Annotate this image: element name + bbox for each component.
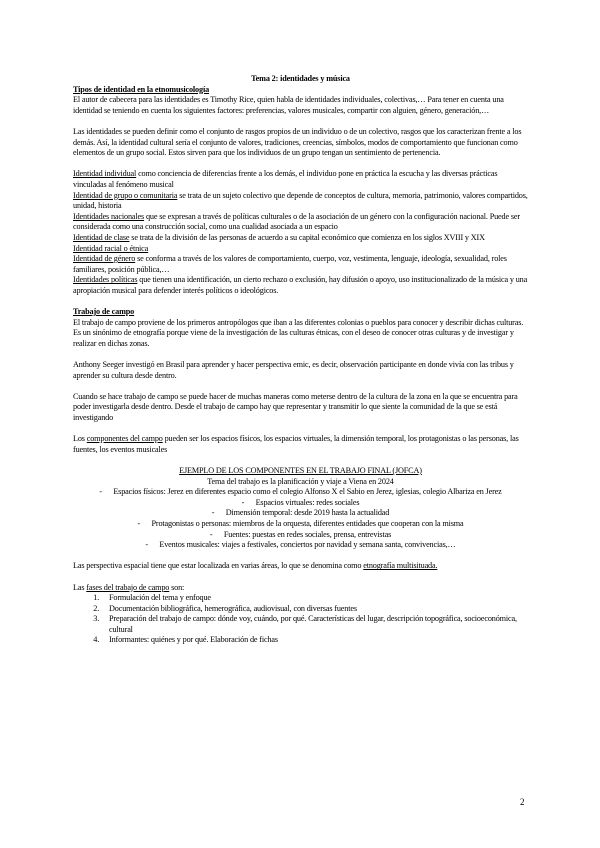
example-item: - Eventos musicales: viajes a festivales, conciertos por navidad y semana santa, convivencias,… <box>145 540 456 550</box>
example-subtitle: Tema del trabajo es la planificación y viaje a Viena en 2024 <box>207 476 394 486</box>
paragraph-field-components: Los componentes del campo pueden ser los espacios físicos, los espacios virtuales, la dimensión temporal, los protagonistas o las personas, las fuentes, los eventos musicales <box>73 434 519 454</box>
identity-type-individual: Identidad individual como conciencia de diferencias frente a los demás, el individuo pone en práctica la escucha y las diversas prácticas vinculadas al fenómeno musical <box>73 169 498 189</box>
section-heading-fieldwork: Trabajo de campo <box>73 307 135 317</box>
paragraph-fieldwork-method: Cuando se hace trabajo de campo se puede hacer de muchas maneras como meterse dentro de la cultura de la zona en la que se encuentra para poder investigarla desde dentro. Desde el trabajo de campo hay que representar y transmitir lo que siente la comunidad de la que se está investigando <box>73 391 518 422</box>
identity-type-class: Identidad de clase se trata de la división de las personas de acuerdo a su capital económico que comienza en los siglos XVIII y XIX <box>73 232 485 242</box>
phase-item: 3. Preparación del trabajo de campo: dónde voy, cuándo, por qué. Características del lugar, descripción topográfica, socioeconómica, cultural <box>101 614 528 635</box>
paragraph-spatial-perspective: Las perspectiva espacial tiene que estar localizada en varias áreas, lo que se denomina como etnografía multisituada. <box>73 561 438 571</box>
example-item: - Protagonistas o personas: miembros de la orquesta, diferentes entidades que cooperan con la misma <box>137 518 464 528</box>
phase-item: 1. Formulación del tema y enfoque <box>101 593 528 604</box>
example-item: - Espacios físicos: Jerez en diferentes espacio como el colegio Alfonso X el Sabio en Jerez, iglesias, colegio Albariza en Jerez <box>99 487 502 497</box>
identity-type-racial: Identidad racial o étnica <box>73 243 149 253</box>
identity-type-national: Identidades nacionales que se expresan a través de políticas culturales o de la asociación de un género con la configuración nacional. Puede ser considerada como una construcción social, como una cualidad asociada a un espacio <box>73 211 520 232</box>
document-page <box>73 74 528 646</box>
phase-item: 2. Documentación bibliográfica, hemerográfica, audiovisual, con diversas fuentes <box>101 604 528 615</box>
paragraph-fieldwork-phases: Las fases del trabajo de campo son: <box>73 582 185 592</box>
document-title: Tema 2: identidades y música <box>251 74 350 83</box>
example-title: EJEMPLO DE LOS COMPONENTES EN EL TRABAJO FINAL (JOFCA) <box>179 465 422 475</box>
phases-list <box>73 593 528 646</box>
paragraph-identity-definition: Las identidades se pueden definir como el conjunto de rasgos propios de un individuo o de un colectivo, rasgos que los caracterizan frente a los demás. Así, la identidad cultural sería el conjunto de valores, tradiciones, creencias, símbolos, modos de comportamiento que funcionan como elementos de un grupo social. Estos sirven para que los individuos de un grupo tengan un sentimiento de pertenencia. <box>73 126 522 158</box>
identity-type-political: Identidades políticas que tienen una identificación, un cierto rechazo o exclusión, hay difusión o apoyo, uso institucionalizado de la música y una apropiación musical para defender interés políticos o ideológicos. <box>73 275 528 295</box>
example-item: - Espacios virtuales: redes sociales <box>241 497 360 507</box>
example-item: - Dimensión temporal: desde 2019 hasta la actualidad <box>211 508 390 518</box>
section-heading-identity-types: Tipos de identidad en la etnomusicología <box>73 84 210 94</box>
paragraph-fieldwork-origin: El trabajo de campo proviene de los primeros antropólogos que iban a las diferentes colonias o pueblos para conocer y describir dichas culturas. Es un sinónimo de etnografía porque viene de la investigación de las culturas étnicas, con el deseo de conocer otras culturas y de investigar y realizar en dichas zonas. <box>73 317 524 348</box>
paragraph-rice: El autor de cabecera para las identidades es Timothy Rice, quien habla de identidades individuales, colectivas,… Para tener en cuenta una identidad se teniendo en cuenta los siguientes factores: preferencias, valores musicales, compartir con alguien, género, generación,… <box>73 95 504 115</box>
phase-item: 4. Informantes: quiénes y por qué. Elaboración de fichas <box>101 635 528 646</box>
identity-type-gender: Identidad de género se conforma a través de los valores de comportamiento, cuerpo, voz, vestimenta, lenguaje, ideología, sexualidad, roles familiares, posición pública,… <box>73 254 507 274</box>
example-item: - Fuentes: puestas en redes sociales, prensa, entrevistas <box>209 529 392 539</box>
paragraph-seeger: Anthony Seeger investigó en Brasil para aprender y hacer perspectiva emic, es decir, observación participante en donde vivía con las tribus y aprender su cultura desde dentro. <box>73 360 514 380</box>
identity-type-group: Identidad de grupo o comunitaria se trata de un sujeto colectivo que depende de conceptos de cultura, memoria, patrimonio, valores compartidos, unidad, historia <box>73 190 528 211</box>
page-number: 2 <box>520 797 525 807</box>
